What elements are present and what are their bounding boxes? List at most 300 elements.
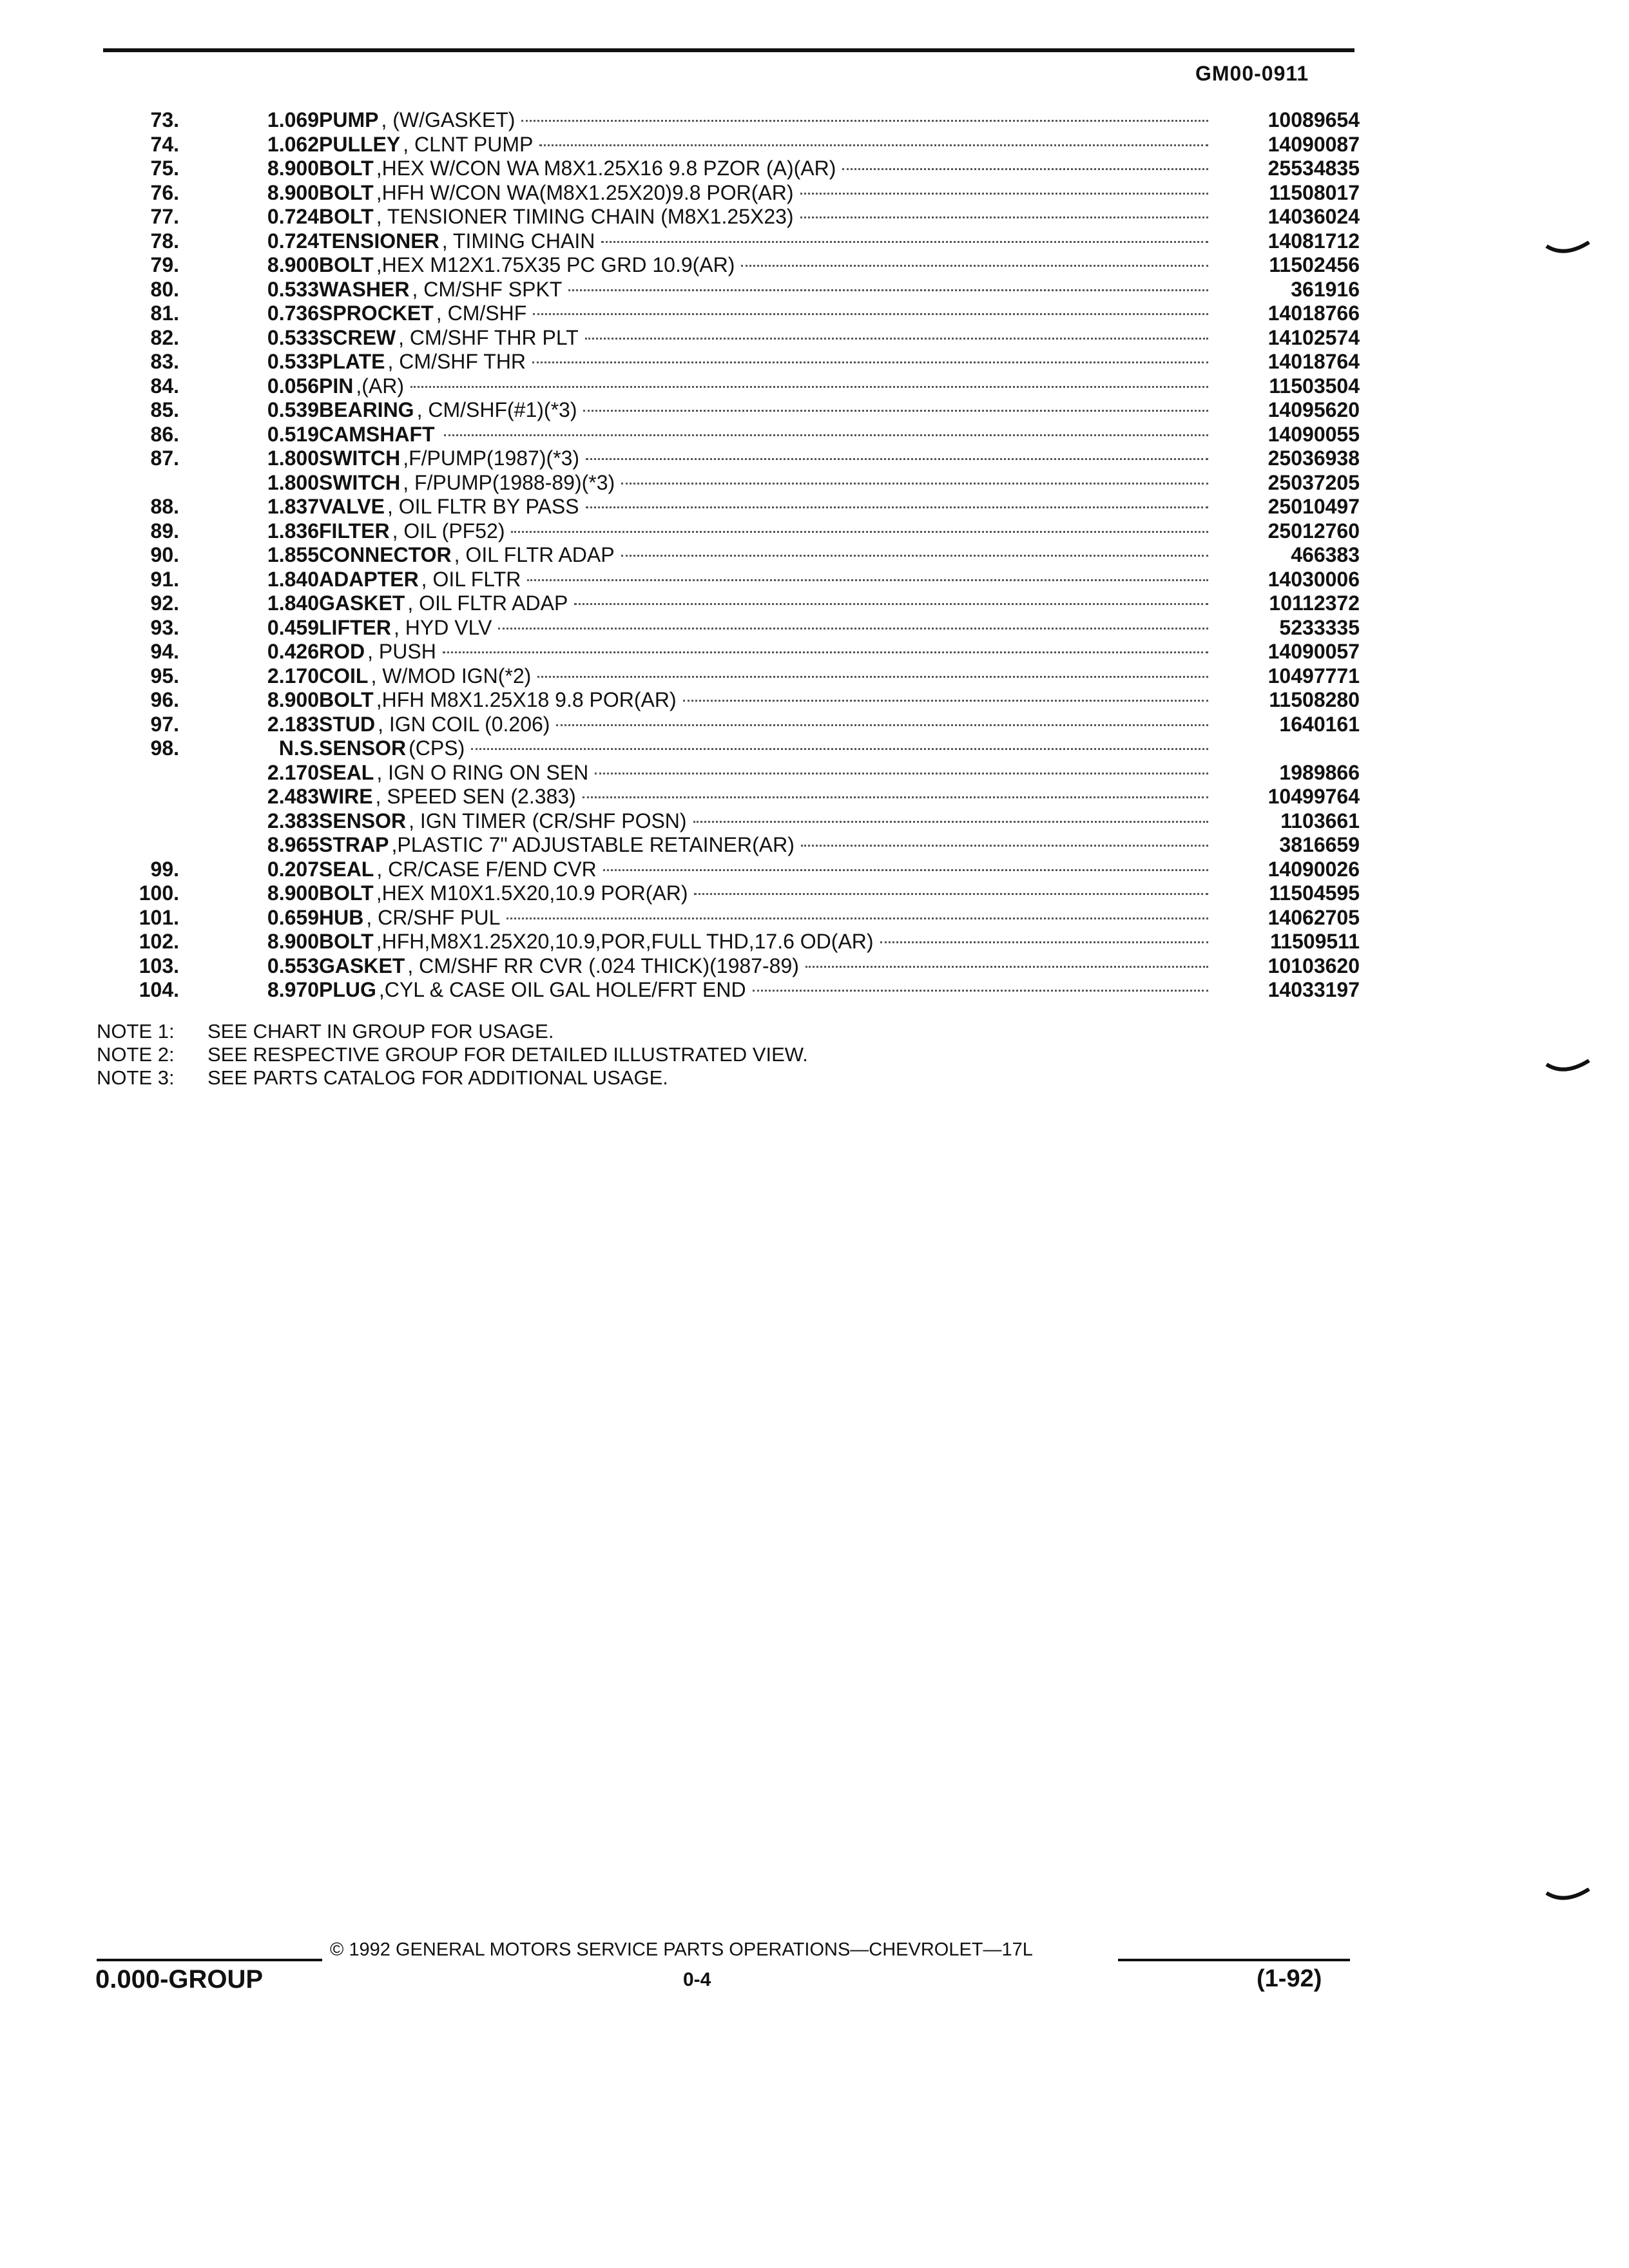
part-number: 14036024 <box>1268 205 1360 228</box>
group-number: 1.800 <box>267 470 319 494</box>
part-name: PLUG <box>319 978 376 1001</box>
part-number: 14095620 <box>1268 398 1360 421</box>
dot-leader <box>556 724 1208 726</box>
part-name: BOLT <box>319 180 374 204</box>
dot-leader <box>800 216 1208 218</box>
table-row <box>97 519 1360 544</box>
part-name: CONNECTOR <box>319 543 452 566</box>
part-description <box>319 157 1215 181</box>
group-number: 0.459 <box>267 615 319 639</box>
group-number: 1.062 <box>267 132 319 156</box>
dot-leader <box>533 313 1208 315</box>
part-name: FILTER <box>319 519 390 543</box>
part-description <box>319 954 1215 979</box>
ref-number: 73. <box>150 108 179 131</box>
group-number: 1.800 <box>267 447 319 470</box>
group-number: 2.383 <box>267 809 319 832</box>
part-number: 14090057 <box>1268 640 1360 663</box>
part-number: 25012760 <box>1268 519 1360 543</box>
ref-number: 82. <box>150 325 179 349</box>
note-text: SEE RESPECTIVE GROUP FOR DETAILED ILLUSTRATED VIEW. <box>207 1043 808 1066</box>
group-number: 1.840 <box>267 567 319 591</box>
ref-number: 90. <box>150 543 179 566</box>
ref-number: 98. <box>150 736 179 760</box>
part-number: 14102574 <box>1268 325 1360 349</box>
part-description <box>319 471 1215 495</box>
dot-leader <box>444 434 1208 436</box>
table-row <box>97 108 1360 133</box>
part-description <box>319 350 1215 374</box>
dot-leader <box>583 410 1208 412</box>
table-row <box>97 664 1360 689</box>
ref-number: 85. <box>150 398 179 421</box>
top-rule <box>103 48 1354 52</box>
note-line <box>97 1020 808 1043</box>
part-name: PUMP <box>319 108 379 131</box>
note-line <box>97 1066 808 1090</box>
part-description <box>319 447 1215 471</box>
table-row <box>97 302 1360 326</box>
part-qualifier: , HYD VLV <box>393 615 492 639</box>
dot-leader <box>586 458 1208 460</box>
part-description <box>319 519 1215 544</box>
table-row <box>97 954 1360 979</box>
part-qualifier: , SPEED SEN (2.383) <box>375 785 576 808</box>
part-qualifier: , PUSH <box>367 640 436 663</box>
dot-leader <box>521 120 1208 122</box>
ref-number: 88. <box>150 495 179 518</box>
part-qualifier: ,HFH,M8X1.25X20,10.9,POR,FULL THD,17.6 OD(AR) <box>376 930 874 953</box>
margin-tick-mark-icon <box>1545 1888 1590 1906</box>
group-number: 1.836 <box>267 519 319 543</box>
table-row <box>97 374 1360 399</box>
part-number: 14033197 <box>1268 978 1360 1001</box>
dot-leader <box>601 241 1208 243</box>
part-description <box>319 568 1215 592</box>
ref-number: 87. <box>150 447 179 470</box>
table-row <box>97 181 1360 206</box>
dot-leader <box>527 579 1208 581</box>
part-qualifier: , CR/SHF PUL <box>366 905 501 929</box>
ref-number: 101. <box>139 905 179 929</box>
part-number: 10103620 <box>1268 954 1360 977</box>
dot-leader <box>595 773 1208 774</box>
part-number: 10089654 <box>1268 108 1360 131</box>
table-row <box>97 205 1360 229</box>
dot-leader <box>574 603 1208 605</box>
part-name: PIN <box>319 374 354 398</box>
part-number: 25036938 <box>1268 447 1360 470</box>
part-qualifier: , IGN COIL (0.206) <box>378 712 550 736</box>
group-number: 8.965 <box>267 833 319 856</box>
table-row <box>97 833 1360 858</box>
table-row <box>97 930 1360 954</box>
group-number: 0.539 <box>267 398 319 421</box>
table-row <box>97 713 1360 737</box>
footer-rule-right <box>1118 1959 1350 1961</box>
part-description <box>319 205 1215 229</box>
part-name: SCREW <box>319 325 396 349</box>
dot-leader <box>498 628 1208 629</box>
part-qualifier: , TENSIONER TIMING CHAIN (M8X1.25X23) <box>376 205 794 228</box>
group-number: 8.900 <box>267 930 319 953</box>
ref-number: 77. <box>150 205 179 228</box>
part-description <box>319 181 1215 206</box>
part-name: SEAL <box>319 857 374 881</box>
ref-number: 102. <box>139 930 179 953</box>
part-name: LIFTER <box>319 615 391 639</box>
part-name: WIRE <box>319 785 373 808</box>
part-number: 14090055 <box>1268 422 1360 446</box>
dot-leader <box>471 748 1208 750</box>
dot-leader <box>583 796 1208 798</box>
dot-leader <box>621 483 1208 485</box>
part-number: 14090026 <box>1268 857 1360 881</box>
table-row <box>97 858 1360 882</box>
part-qualifier: ,PLASTIC 7" ADJUSTABLE RETAINER(AR) <box>391 833 795 856</box>
part-number: 11504595 <box>1269 881 1360 905</box>
part-qualifier: , OIL FLTR ADAP <box>407 591 568 615</box>
group-number: N.S. <box>278 736 319 760</box>
date-code: (1-92) <box>1257 1965 1322 1992</box>
part-description <box>319 253 1215 278</box>
table-row <box>97 906 1360 930</box>
table-row <box>97 640 1360 664</box>
part-number: 1640161 <box>1279 712 1360 736</box>
dot-leader <box>506 918 1208 919</box>
part-description <box>319 543 1215 568</box>
dot-leader <box>842 168 1208 170</box>
ref-number: 86. <box>150 422 179 446</box>
group-number: 2.183 <box>267 712 319 736</box>
table-row <box>97 736 1360 761</box>
part-description <box>319 858 1215 882</box>
note-text: SEE PARTS CATALOG FOR ADDITIONAL USAGE. <box>207 1066 668 1089</box>
part-name: STUD <box>319 712 376 736</box>
group-number: 1.855 <box>267 543 319 566</box>
group-number: 1.069 <box>267 108 319 131</box>
ref-number: 79. <box>150 253 179 276</box>
group-number: 8.900 <box>267 180 319 204</box>
table-row <box>97 423 1360 447</box>
part-qualifier: , W/MOD IGN(*2) <box>371 664 532 687</box>
part-qualifier: ,HEX W/CON WA M8X1.25X16 9.8 PZOR (A)(AR) <box>376 157 836 180</box>
ref-number: 104. <box>139 978 179 1001</box>
part-qualifier: , OIL FLTR ADAP <box>454 543 615 566</box>
part-number: 14090087 <box>1268 132 1360 156</box>
part-description <box>319 108 1215 133</box>
note-text: SEE CHART IN GROUP FOR USAGE. <box>207 1020 554 1043</box>
table-row <box>97 229 1360 254</box>
dot-leader <box>532 361 1208 363</box>
group-number: 8.900 <box>267 157 319 180</box>
table-row <box>97 881 1360 906</box>
part-qualifier: , CLNT PUMP <box>403 132 534 156</box>
dot-leader <box>753 990 1208 992</box>
group-number: 0.553 <box>267 954 319 977</box>
group-number: 0.533 <box>267 350 319 373</box>
table-row <box>97 278 1360 302</box>
ref-number: 89. <box>150 519 179 543</box>
part-description <box>319 591 1215 616</box>
ref-number: 75. <box>150 157 179 180</box>
dot-leader <box>694 893 1208 895</box>
dot-leader <box>443 651 1208 653</box>
part-description <box>319 736 1215 761</box>
part-name: SWITCH <box>319 447 401 470</box>
dot-leader <box>585 338 1208 340</box>
table-row <box>97 398 1360 423</box>
part-name: SPROCKET <box>319 302 434 325</box>
dot-leader <box>741 265 1208 267</box>
group-number: 2.483 <box>267 785 319 808</box>
note-label: NOTE 1: <box>97 1020 175 1043</box>
part-qualifier: , CM/SHF RR CVR (.024 THICK)(1987-89) <box>407 954 799 977</box>
ref-number: 92. <box>150 591 179 615</box>
group-number: 0.207 <box>267 857 319 881</box>
part-name: BOLT <box>319 205 374 228</box>
part-description <box>319 374 1215 399</box>
part-number: 14018766 <box>1268 302 1360 325</box>
table-row <box>97 253 1360 278</box>
part-name: GASKET <box>319 591 405 615</box>
part-name: SEAL <box>319 760 374 784</box>
part-name: PULLEY <box>319 132 401 156</box>
part-number: 11508017 <box>1269 180 1360 204</box>
dot-leader <box>410 386 1208 388</box>
margin-tick-mark-icon <box>1545 1059 1590 1077</box>
dot-leader <box>539 144 1208 146</box>
part-name: VALVE <box>319 495 385 518</box>
group-number: 0.533 <box>267 277 319 301</box>
part-name: BOLT <box>319 930 374 953</box>
table-row <box>97 616 1360 640</box>
part-qualifier: (CPS) <box>409 736 465 760</box>
part-qualifier: , OIL FLTR <box>421 567 521 591</box>
part-number: 25534835 <box>1268 157 1360 180</box>
part-name: ROD <box>319 640 365 663</box>
part-name: SENSOR <box>319 809 407 832</box>
ref-number: 74. <box>150 132 179 156</box>
dot-leader <box>801 845 1208 847</box>
part-qualifier: , CM/SHF THR PLT <box>398 325 579 349</box>
table-row <box>97 809 1360 834</box>
part-description <box>319 133 1215 157</box>
part-number: 466383 <box>1291 543 1360 566</box>
group-number: 8.970 <box>267 978 319 1001</box>
footer-rule-left <box>97 1959 322 1961</box>
part-name: TENSIONER <box>319 229 439 253</box>
part-qualifier: ,(AR) <box>356 374 404 398</box>
part-description <box>319 423 1215 447</box>
table-row <box>97 978 1360 1003</box>
table-row <box>97 495 1360 519</box>
part-number: 11503504 <box>1269 374 1360 398</box>
dot-leader <box>603 869 1208 871</box>
table-row <box>97 133 1360 157</box>
ref-number: 94. <box>150 640 179 663</box>
dot-leader <box>800 193 1208 195</box>
ref-number: 76. <box>150 180 179 204</box>
ref-number: 97. <box>150 712 179 736</box>
ref-number: 78. <box>150 229 179 253</box>
ref-number: 91. <box>150 567 179 591</box>
group-label: 0.000-GROUP <box>95 1965 264 1994</box>
part-description <box>319 616 1215 640</box>
part-description <box>319 302 1215 326</box>
part-number: 10497771 <box>1268 664 1360 687</box>
group-number: 0.056 <box>267 374 319 398</box>
part-qualifier: , OIL FLTR BY PASS <box>387 495 579 518</box>
part-description <box>319 809 1215 834</box>
copyright-line: © 1992 GENERAL MOTORS SERVICE PARTS OPERATIONS—CHEVROLET—17L <box>330 1939 1033 1960</box>
ref-number: 83. <box>150 350 179 373</box>
group-number: 1.840 <box>267 591 319 615</box>
part-name: CAMSHAFT <box>319 422 435 446</box>
table-row <box>97 688 1360 713</box>
part-name: COIL <box>319 664 369 687</box>
part-number: 1989866 <box>1279 760 1360 784</box>
part-qualifier: , CR/CASE F/END CVR <box>376 857 597 881</box>
table-row <box>97 447 1360 471</box>
part-description <box>319 640 1215 664</box>
part-description <box>319 664 1215 689</box>
part-description <box>319 688 1215 713</box>
parts-list <box>97 108 1360 1003</box>
part-description <box>319 278 1215 302</box>
part-name: WASHER <box>319 277 410 301</box>
part-qualifier: , F/PUMP(1988-89)(*3) <box>403 470 615 494</box>
ref-number: 95. <box>150 664 179 687</box>
doc-code: GM00-0911 <box>1195 62 1309 85</box>
part-number: 14030006 <box>1268 567 1360 591</box>
table-row <box>97 761 1360 785</box>
part-name: HUB <box>319 905 364 929</box>
dot-leader <box>621 555 1208 557</box>
part-number: 11509511 <box>1270 930 1360 953</box>
part-description <box>319 906 1215 930</box>
group-number: 0.724 <box>267 229 319 253</box>
page-number: 0-4 <box>683 1969 711 1990</box>
part-number: 11502456 <box>1269 253 1360 276</box>
part-description <box>319 881 1215 906</box>
part-name: BOLT <box>319 688 374 711</box>
table-row <box>97 471 1360 495</box>
part-name: GASKET <box>319 954 405 977</box>
part-qualifier: ,HEX M12X1.75X35 PC GRD 10.9(AR) <box>376 253 735 276</box>
part-qualifier: ,F/PUMP(1987)(*3) <box>403 447 580 470</box>
table-row <box>97 157 1360 181</box>
part-name: PLATE <box>319 350 385 373</box>
part-qualifier: , CM/SHF <box>436 302 527 325</box>
group-number: 8.900 <box>267 253 319 276</box>
dot-leader <box>880 941 1208 943</box>
part-qualifier: , OIL (PF52) <box>392 519 505 543</box>
part-description <box>319 495 1215 519</box>
group-number: 0.736 <box>267 302 319 325</box>
group-number: 0.659 <box>267 905 319 929</box>
part-name: STRAP <box>319 833 389 856</box>
part-name: BOLT <box>319 253 374 276</box>
part-qualifier: , CM/SHF(#1)(*3) <box>416 398 577 421</box>
group-number: 0.533 <box>267 325 319 349</box>
part-qualifier: , IGN TIMER (CR/SHF POSN) <box>409 809 687 832</box>
note-label: NOTE 3: <box>97 1066 175 1089</box>
part-number: 11508280 <box>1269 688 1360 711</box>
margin-tick-mark-icon <box>1545 241 1590 259</box>
part-description <box>319 229 1215 254</box>
part-qualifier: ,HFH W/CON WA(M8X1.25X20)9.8 POR(AR) <box>376 180 794 204</box>
part-qualifier: ,CYL & CASE OIL GAL HOLE/FRT END <box>378 978 746 1001</box>
part-number: 361916 <box>1291 277 1360 301</box>
dot-leader <box>568 289 1208 291</box>
part-number: 14081712 <box>1268 229 1360 253</box>
part-number: 25010497 <box>1268 495 1360 518</box>
part-description <box>319 785 1215 809</box>
dot-leader <box>683 700 1208 702</box>
dot-leader <box>693 821 1208 823</box>
part-qualifier: , (W/GASKET) <box>381 108 516 131</box>
part-name: SENSOR <box>319 736 407 760</box>
part-qualifier: , CM/SHF THR <box>387 350 526 373</box>
group-number: 0.724 <box>267 205 319 228</box>
part-number: 3816659 <box>1279 833 1360 856</box>
table-row <box>97 543 1360 568</box>
ref-number: 93. <box>150 615 179 639</box>
part-number: 10112372 <box>1269 591 1360 615</box>
table-row <box>97 785 1360 809</box>
table-row <box>97 326 1360 351</box>
part-qualifier: , IGN O RING ON SEN <box>376 760 589 784</box>
group-number: 8.900 <box>267 688 319 711</box>
part-description <box>319 930 1215 954</box>
part-name: ADAPTER <box>319 567 419 591</box>
part-number: 14018764 <box>1268 350 1360 373</box>
part-name: BOLT <box>319 881 374 905</box>
part-number: 25037205 <box>1268 470 1360 494</box>
part-number: 5233335 <box>1279 615 1360 639</box>
group-number: 1.837 <box>267 495 319 518</box>
part-qualifier: , TIMING CHAIN <box>441 229 595 253</box>
ref-number: 100. <box>139 881 179 905</box>
part-name: BEARING <box>319 398 414 421</box>
group-number: 2.170 <box>267 760 319 784</box>
group-number: 0.519 <box>267 422 319 446</box>
part-description <box>319 713 1215 737</box>
group-number: 2.170 <box>267 664 319 687</box>
notes-section <box>97 1020 808 1090</box>
part-name: BOLT <box>319 157 374 180</box>
table-row <box>97 350 1360 374</box>
part-qualifier: , CM/SHF SPKT <box>412 277 563 301</box>
dot-leader <box>511 531 1208 533</box>
ref-number: 81. <box>150 302 179 325</box>
note-label: NOTE 2: <box>97 1043 175 1066</box>
table-row <box>97 591 1360 616</box>
ref-number: 99. <box>150 857 179 881</box>
part-description <box>319 978 1215 1003</box>
part-number: 1103661 <box>1280 809 1360 832</box>
note-line <box>97 1043 808 1066</box>
group-number: 0.426 <box>267 640 319 663</box>
part-qualifier: ,HFH M8X1.25X18 9.8 POR(AR) <box>376 688 677 711</box>
part-number: 14062705 <box>1268 905 1360 929</box>
part-name: SWITCH <box>319 470 401 494</box>
part-description <box>319 761 1215 785</box>
part-description <box>319 326 1215 351</box>
part-description <box>319 398 1215 423</box>
part-number: 10499764 <box>1268 785 1360 808</box>
